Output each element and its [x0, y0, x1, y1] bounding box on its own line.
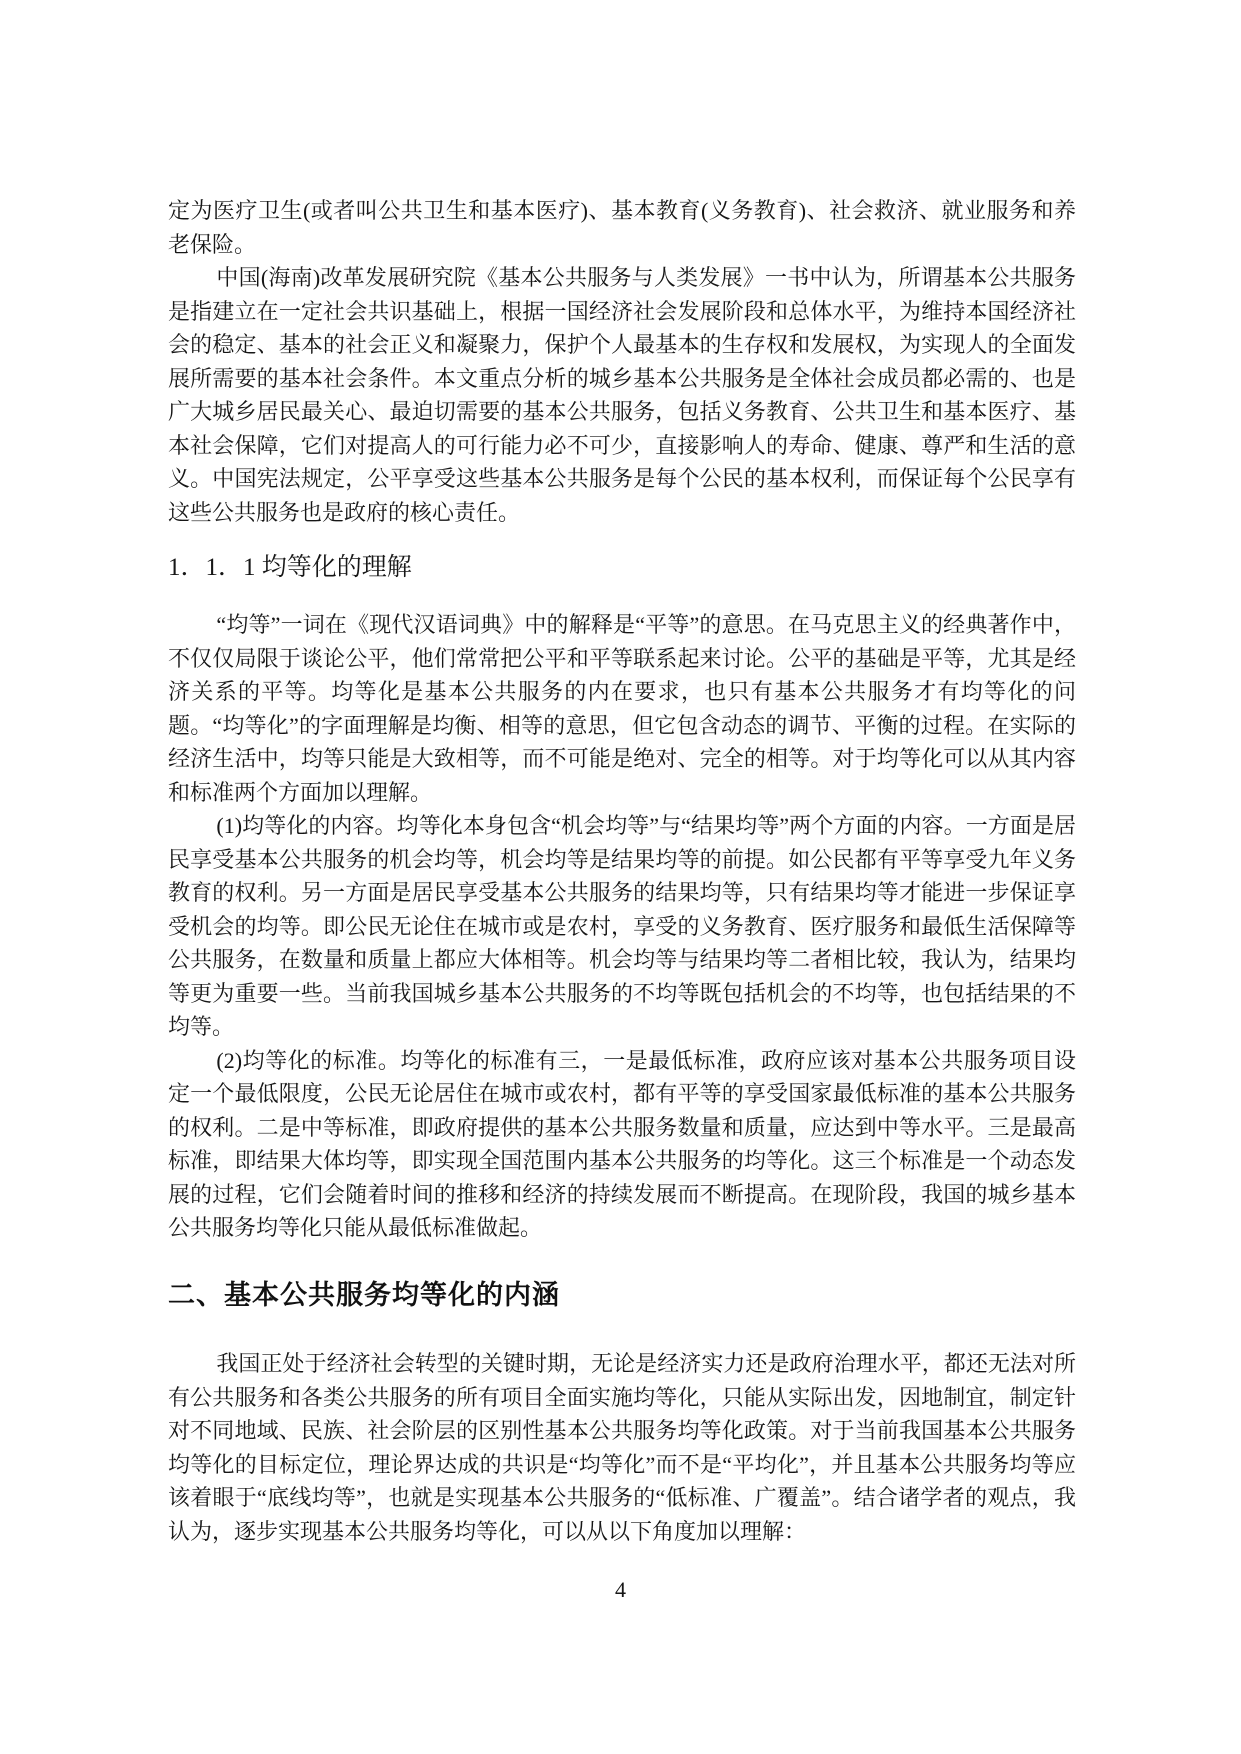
paragraph-cird-definition: 中国(海南)改革发展研究院《基本公共服务与人类发展》一书中认为，所谓基本公共服务是指建立在一定社会共识基础上，根据一国经济社会发展阶段和总体水平，为维持本国经济社会的稳定、基本的社会正义和凝聚力，保护个人最基本的生存权和发展权，为实现人的全面发展所需要的基本社会条件。本文重点分析的城乡基本公共服务是全体社会成员都必需的、也是广大城乡居民最关心、最迫切需要的基本公共服务，包括义务教育、公共卫生和基本医疗、基本社会保障，它们对提高人的可行能力必不可少，直接影响人的寿命、健康、尊严和生活的意义。中国宪法规定，公平享受这些基本公共服务是每个公民的基本权利，而保证每个公民享有这些公共服务也是政府的核心责任。 — [168, 265, 1076, 525]
page-body-text — [168, 194, 1076, 1548]
paragraph-equalization-meaning: “均等”一词在《现代汉语词典》中的解释是“平等”的意思。在马克思主义的经典著作中，不仅仅局限于谈论公平，他们常常把公平和平等联系起来讨论。公平的基础是平等，尤其是经济关系的平等。均等化是基本公共服务的内在要求，也只有基本公共服务才有均等化的问题。“均等化”的字面理解是均衡、相等的意思，但它包含动态的调节、平衡的过程。在实际的经济生活中，均等只能是大致相等，而不可能是绝对、完全的相等。对于均等化可以从其内容和标准两个方面加以理解。 — [168, 612, 1076, 805]
section-heading-part-two: 二、基本公共服务均等化的内涵 — [168, 1279, 560, 1310]
paragraph-continuation: 定为医疗卫生(或者叫公共卫生和基本医疗)、基本教育(义务教育)、社会救济、就业服务和养老保险。 — [168, 198, 1076, 257]
paragraph-equalization-content: (1)均等化的内容。均等化本身包含“机会均等”与“结果均等”两个方面的内容。一方面是居民享受基本公共服务的机会均等，机会均等是结果均等的前提。如公民都有平等享受九年义务教育的权利。另一方面是居民享受基本公共服务的结果均等，只有结果均等才能进一步保证享受机会的均等。即公民无论住在城市或是农村，享受的义务教育、医疗服务和最低生活保障等公共服务，在数量和质量上都应大体相等。机会均等与结果均等二者相比较，我认为，结果均等更为重要一些。当前我国城乡基本公共服务的不均等既包括机会的不均等，也包括结果的不均等。 — [168, 813, 1076, 1040]
section-heading-1-1-1: 1．1．1 均等化的理解 — [168, 554, 412, 581]
page-number: 4 — [615, 1577, 626, 1602]
paragraph-equalization-standards: (2)均等化的标准。均等化的标准有三，一是最低标准，政府应该对基本公共服务项目设定一个最低限度，公民无论居住在城市或农村，都有平等的享受国家最低标准的基本公共服务的权利。二是中等标准，即政府提供的基本公共服务数量和质量，应达到中等水平。三是最高标准，即结果大体均等，即实现全国范围内基本公共服务的均等化。这三个标准是一个动态发展的过程，它们会随着时间的推移和经济的持续发展而不断提高。在现阶段，我国的城乡基本公共服务均等化只能从最低标准做起。 — [168, 1047, 1076, 1241]
paragraph-part-two-intro: 我国正处于经济社会转型的关键时期，无论是经济实力还是政府治理水平，都还无法对所有公共服务和各类公共服务的所有项目全面实施均等化，只能从实际出发，因地制宜，制定针对不同地域、民族、社会阶层的区别性基本公共服务均等化政策。对于当前我国基本公共服务均等化的目标定位，理论界达成的共识是“均等化”而不是“平均化”，并且基本公共服务均等应该着眼于“底线均等”，也就是实现基本公共服务的“低标准、广覆盖”。结合诸学者的观点，我认为，逐步实现基本公共服务均等化，可以从以下角度加以理解： — [168, 1351, 1076, 1544]
